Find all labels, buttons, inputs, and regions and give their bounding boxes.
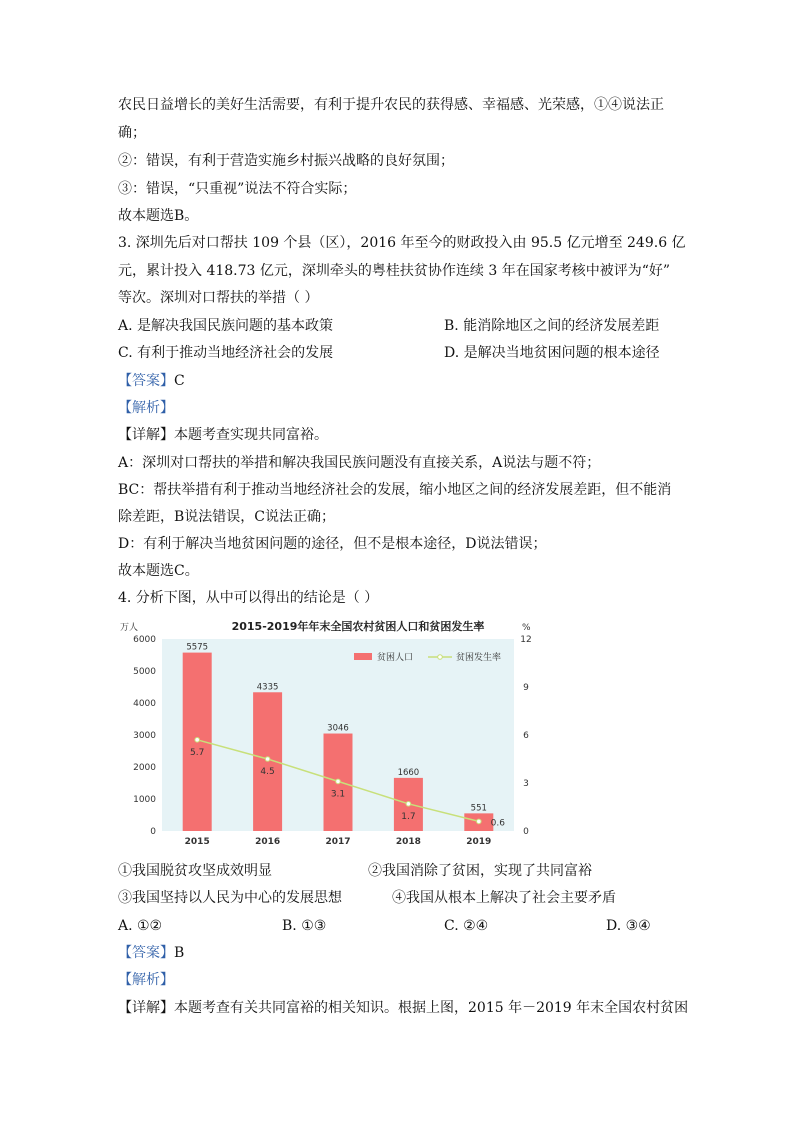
x-tick-label: 2016 — [255, 837, 281, 847]
bar-data-label: 551 — [470, 803, 487, 814]
text-line: BC：帮扶举措有利于推动当地经济社会的发展，缩小地区之间的经济发展差距，但不能消 — [118, 482, 672, 498]
answer-line — [118, 372, 185, 390]
option-a: A. 是解决我国民族问题的基本政策 — [118, 318, 334, 334]
text-line: ③：错误，“只重视”说法不符合实际； — [118, 181, 357, 197]
detail-text: 本题考查有关共同富裕的相关知识。根据上图，2015 年－2019 年末全国农村贫困 — [174, 1000, 689, 1016]
question-3-text: 等次。深圳对口帮扶的举措（ ） — [118, 290, 319, 306]
x-tick-label: 2019 — [466, 837, 492, 847]
text-line: 农民日益增长的美好生活需要，有利于提升农民的获得感、幸福感、光荣感，①④说法正 — [118, 97, 664, 113]
left-axis-unit: 万人 — [120, 623, 139, 633]
rate-point — [406, 802, 411, 807]
answer-line — [118, 944, 184, 962]
option-d: D. 是解决当地贫困问题的根本途径 — [444, 345, 660, 361]
statement-4: ④我国从根本上解决了社会主要矛盾 — [392, 890, 616, 906]
legend-line-label: 贫困发生率 — [456, 653, 502, 663]
chart-title: 2015-2019年年末全国农村贫困人口和贫困发生率 — [231, 620, 485, 633]
y-tick-label: 6000 — [133, 635, 156, 645]
text-line: D：有利于解决当地贫困问题的途径，但不是根本途径，D说法错误； — [118, 536, 547, 552]
statement-2: ②我国消除了贫困，实现了共同富裕 — [368, 863, 592, 879]
option-d: D. ③④ — [606, 918, 651, 934]
text-line: ②：错误，有利于营造实施乡村振兴战略的良好氛围； — [118, 153, 454, 169]
y-tick-label: 3000 — [133, 731, 156, 741]
answer-value: B — [174, 945, 185, 961]
bar-data-label: 5575 — [186, 642, 209, 653]
analysis-label: 【解析】 — [118, 972, 174, 988]
statement-3: ③我国坚持以人民为中心的发展思想 — [118, 890, 342, 906]
bar-data-label: 3046 — [327, 723, 349, 734]
rate-data-label: 5.7 — [190, 747, 205, 758]
legend-bar-label: 贫困人口 — [377, 653, 414, 663]
text-line: 故本题选C。 — [118, 563, 199, 579]
poverty-chart — [118, 616, 550, 854]
y2-tick-label: 0 — [523, 827, 529, 837]
rate-point — [336, 779, 341, 784]
detail-line — [118, 426, 328, 444]
right-axis-unit: % — [522, 623, 531, 633]
analysis-label: 【解析】 — [118, 400, 174, 416]
rate-point — [195, 738, 200, 743]
y2-tick-label: 12 — [520, 635, 532, 645]
option-b: B. 能消除地区之间的经济发展差距 — [444, 318, 660, 334]
text-line: 除差距，B说法错误，C说法正确； — [118, 509, 335, 525]
text-line: 故本题选B。 — [118, 208, 199, 224]
question-4-text: 4. 分析下图，从中可以得出的结论是（ ） — [118, 590, 379, 606]
y-tick-label: 4000 — [133, 699, 156, 709]
detail-label: 【详解】 — [118, 427, 174, 443]
option-a: A. ①② — [118, 918, 163, 934]
text-line: A：深圳对口帮扶的举措和解决我国民族问题没有直接关系，A说法与题不符； — [118, 455, 601, 471]
question-3-text: 元，累计投入 418.73 亿元，深圳牵头的粤桂扶贫协作连续 3 年在国家考核中被评为“好” — [118, 263, 671, 279]
statement-1: ①我国脱贫攻坚成效明显 — [118, 863, 272, 879]
text-line: 确； — [118, 125, 146, 141]
answer-label: 【答案】 — [118, 373, 174, 389]
detail-label: 【详解】 — [118, 1000, 174, 1016]
option-c: C. 有利于推动当地经济社会的发展 — [118, 345, 334, 361]
question-3-text: 3. 深圳先后对口帮扶 109 个县（区），2016 年至今的财政投入由 95.5 亿元增至 249.6 亿 — [118, 235, 686, 251]
y-tick-label: 2000 — [133, 763, 156, 773]
bar-data-label: 4335 — [256, 682, 279, 693]
x-tick-label: 2018 — [395, 837, 421, 847]
answer-value: C — [174, 373, 185, 389]
y2-tick-label: 6 — [523, 731, 529, 741]
option-c: C. ②④ — [444, 918, 489, 934]
legend-bar-swatch — [354, 653, 372, 660]
rate-data-label: 4.5 — [260, 767, 275, 777]
rate-data-label: 1.7 — [401, 811, 416, 822]
rate-point — [477, 819, 482, 824]
legend-line-marker — [438, 655, 443, 660]
detail-text: 本题考查实现共同富裕。 — [174, 427, 328, 443]
y-tick-label: 0 — [150, 827, 156, 837]
bar-data-label: 1660 — [397, 767, 420, 778]
y-tick-label: 1000 — [133, 795, 156, 805]
answer-label: 【答案】 — [118, 945, 174, 961]
rate-point — [265, 757, 270, 762]
y2-tick-label: 3 — [523, 779, 529, 789]
detail-line — [118, 999, 688, 1017]
y2-tick-label: 9 — [523, 683, 529, 693]
option-b: B. ①③ — [282, 918, 327, 934]
rate-data-label: 3.1 — [330, 789, 346, 800]
y-tick-label: 5000 — [133, 667, 156, 677]
x-tick-label: 2015 — [184, 837, 210, 847]
rate-data-label: 0.6 — [490, 818, 505, 829]
x-tick-label: 2017 — [325, 837, 351, 847]
